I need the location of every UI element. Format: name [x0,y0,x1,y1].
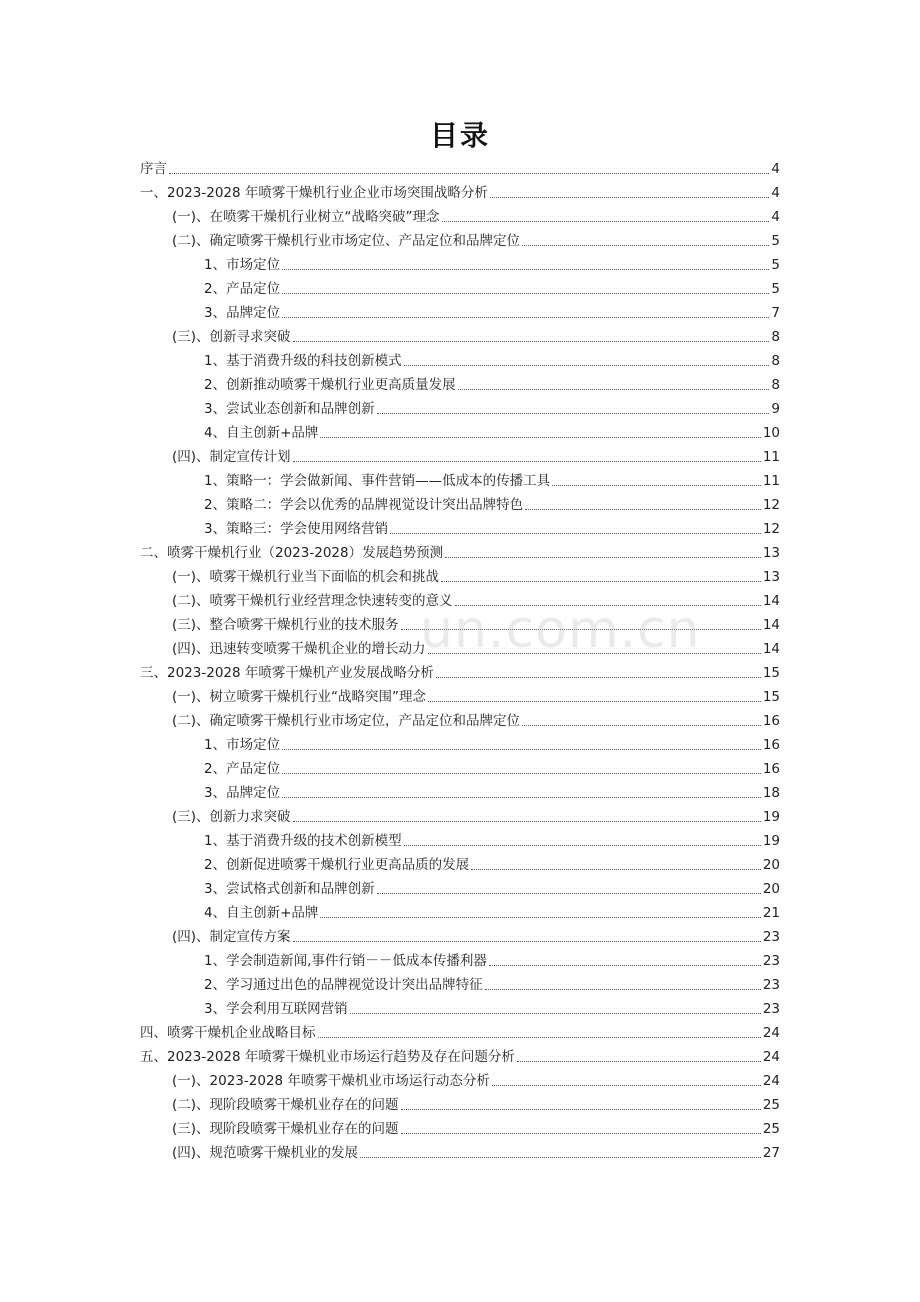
toc-entry-text: (四)、制定宣传计划 [172,449,291,465]
toc-entry[interactable] [140,541,780,565]
toc-entry[interactable] [140,325,780,349]
dot-leader [428,701,761,702]
table-of-contents [140,157,780,1165]
dot-leader [169,173,769,174]
toc-entry-page-number: 7 [771,305,780,321]
toc-entry-page-number: 23 [762,1001,780,1017]
toc-entry[interactable] [140,493,780,517]
toc-entry-page-number: 16 [762,737,780,753]
toc-entry-text: 1、市场定位 [204,257,281,273]
toc-entry[interactable] [140,661,780,685]
toc-entry[interactable] [140,469,780,493]
toc-entry-text: (四)、制定宣传方案 [172,929,291,945]
toc-entry[interactable] [140,157,780,181]
toc-title: 目录 [429,119,490,152]
toc-entry[interactable] [140,349,780,373]
toc-entry-page-number: 4 [771,161,780,177]
toc-entry-page-number: 27 [762,1145,780,1161]
toc-entry-text: (二)、喷雾干燥机行业经营理念快速转变的意义 [172,593,453,609]
dot-leader [282,797,761,798]
toc-entry-text: 2、产品定位 [204,281,281,297]
toc-entry-text: 4、自主创新+品牌 [204,905,319,921]
toc-entry-page-number: 23 [762,953,780,969]
toc-entry-text: 2、创新促进喷雾干燥机行业更高品质的发展 [204,857,470,873]
toc-entry-text: (一)、在喷雾干燥机行业树立“战略突破”理念 [172,209,440,225]
toc-entry[interactable] [140,229,780,253]
toc-entry-page-number: 8 [771,377,780,393]
dot-leader [522,725,761,726]
toc-entry-text: (二)、确定喷雾干燥机行业市场定位，产品定位和品牌定位 [172,713,521,729]
toc-entry[interactable] [140,1069,780,1093]
toc-entry[interactable] [140,421,780,445]
dot-leader [401,1109,761,1110]
toc-entry-text: 3、尝试格式创新和品牌创新 [204,881,375,897]
toc-entry-page-number: 10 [762,425,780,441]
toc-entry[interactable] [140,805,780,829]
toc-entry[interactable] [140,877,780,901]
toc-entry-page-number: 8 [771,329,780,345]
toc-entry-page-number: 24 [762,1049,780,1065]
toc-entry[interactable] [140,949,780,973]
watermark: un.com.cn [420,600,701,660]
dot-leader [404,365,770,366]
dot-leader [455,605,761,606]
toc-entry[interactable] [140,517,780,541]
toc-entry-text: 二、喷雾干燥机行业（2023-2028）发展趋势预测 [140,545,444,561]
toc-entry[interactable] [140,1117,780,1141]
toc-entry-text: 2、策略二：学会以优秀的品牌视觉设计突出品牌特色 [204,497,524,513]
toc-entry-text: 2、创新推动喷雾干燥机行业更高质量发展 [204,377,456,393]
toc-entry-page-number: 14 [762,641,780,657]
dot-leader [282,773,761,774]
toc-entry[interactable] [140,925,780,949]
toc-entry[interactable] [140,1021,780,1045]
toc-entry[interactable] [140,733,780,757]
toc-entry-text: (一)、喷雾干燥机行业当下面临的机会和挑战 [172,569,440,585]
toc-entry-text: 序言 [140,161,167,177]
dot-leader [390,533,761,534]
toc-entry[interactable] [140,301,780,325]
toc-entry[interactable] [140,901,780,925]
toc-entry-text: (二)、现阶段喷雾干燥机业存在的问题 [172,1097,399,1113]
toc-entry-page-number: 25 [762,1121,780,1137]
toc-entry-page-number: 16 [762,713,780,729]
toc-entry[interactable] [140,373,780,397]
toc-entry-text: 一、2023-2028 年喷雾干燥机行业企业市场突围战略分析 [140,185,488,201]
toc-entry-page-number: 12 [762,497,780,513]
toc-entry[interactable] [140,709,780,733]
toc-entry-page-number: 20 [762,881,780,897]
dot-leader [282,269,769,270]
toc-entry-text: (四)、迅速转变喷雾干燥机企业的增长动力 [172,641,426,657]
toc-entry-page-number: 18 [762,785,780,801]
dot-leader [377,413,770,414]
toc-entry-page-number: 8 [771,353,780,369]
toc-entry-page-number: 11 [762,449,780,465]
toc-entry-page-number: 13 [762,545,780,561]
toc-entry-page-number: 20 [762,857,780,873]
toc-entry-page-number: 4 [771,209,780,225]
toc-entry-page-number: 25 [762,1097,780,1113]
dot-leader [401,1133,761,1134]
toc-entry-text: (二)、确定喷雾干燥机行业市场定位、产品定位和品牌定位 [172,233,521,249]
toc-entry[interactable] [140,781,780,805]
toc-entry[interactable] [140,613,780,637]
toc-entry-text: 4、自主创新+品牌 [204,425,319,441]
toc-entry-page-number: 9 [771,401,780,417]
toc-entry-text: (一)、树立喷雾干燥机行业“战略突围”理念 [172,689,427,705]
toc-entry-page-number: 23 [762,929,780,945]
toc-entry-text: 1、学会制造新闻,事件行销－－低成本传播利器 [204,953,487,969]
toc-entry-text: 3、学会利用互联网营销 [204,1001,348,1017]
dot-leader [445,557,761,558]
toc-entry-text: (三)、创新寻求突破 [172,329,291,345]
dot-leader [282,317,769,318]
toc-entry-page-number: 15 [762,689,780,705]
toc-entry-text: (三)、创新力求突破 [172,809,291,825]
toc-entry-text: 三、2023-2028 年喷雾干燥机产业发展战略分析 [140,665,434,681]
toc-entry-text: (三)、现阶段喷雾干燥机业存在的问题 [172,1121,399,1137]
toc-entry-text: (三)、整合喷雾干燥机行业的技术服务 [172,617,399,633]
toc-entry[interactable] [140,253,780,277]
toc-entry-page-number: 11 [762,473,780,489]
dot-leader [350,1013,761,1014]
dot-leader [401,629,761,630]
dot-leader [492,1085,761,1086]
toc-entry-page-number: 5 [771,281,780,297]
toc-entry-text: 1、基于消费升级的科技创新模式 [204,353,402,369]
dot-leader [522,245,769,246]
toc-entry-page-number: 4 [771,185,780,201]
toc-entry-page-number: 5 [771,257,780,273]
toc-entry-text: 1、策略一：学会做新闻、事件营销——低成本的传播工具 [204,473,551,489]
toc-entry-page-number: 16 [762,761,780,777]
toc-entry[interactable] [140,205,780,229]
toc-entry[interactable] [140,397,780,421]
dot-leader [485,989,761,990]
dot-leader [293,461,761,462]
toc-entry[interactable] [140,445,780,469]
dot-leader [458,389,770,390]
dot-leader [320,917,760,918]
toc-entry[interactable] [140,757,780,781]
dot-leader [318,1037,761,1038]
dot-leader [282,749,761,750]
dot-leader [428,653,761,654]
toc-entry-text: 3、品牌定位 [204,785,281,801]
toc-entry-page-number: 14 [762,617,780,633]
toc-entry-page-number: 5 [771,233,780,249]
toc-entry-text: 1、市场定位 [204,737,281,753]
toc-entry[interactable] [140,565,780,589]
dot-leader [441,581,761,582]
toc-entry[interactable] [140,685,780,709]
toc-entry-text: (一)、2023-2028 年喷雾干燥机业市场运行动态分析 [172,1073,490,1089]
toc-entry[interactable] [140,973,780,997]
toc-entry[interactable] [140,1045,780,1069]
toc-entry-page-number: 13 [762,569,780,585]
dot-leader [471,869,761,870]
toc-entry-text: 3、品牌定位 [204,305,281,321]
dot-leader [293,941,761,942]
toc-entry[interactable] [140,997,780,1021]
toc-entry-page-number: 24 [762,1073,780,1089]
dot-leader [282,293,769,294]
toc-entry-page-number: 24 [762,1025,780,1041]
toc-entry-page-number: 14 [762,593,780,609]
toc-entry-page-number: 15 [762,665,780,681]
dot-leader [360,1157,761,1158]
toc-entry[interactable] [140,829,780,853]
toc-entry-text: 3、策略三：学会使用网络营销 [204,521,389,537]
toc-entry[interactable] [140,853,780,877]
toc-entry-text: 1、基于消费升级的技术创新模型 [204,833,402,849]
toc-entry-page-number: 12 [762,521,780,537]
toc-entry-text: 3、尝试业态创新和品牌创新 [204,401,375,417]
dot-leader [490,197,770,198]
dot-leader [489,965,761,966]
toc-entry-page-number: 19 [762,809,780,825]
toc-entry-text: 2、学习通过出色的品牌视觉设计突出品牌特征 [204,977,483,993]
toc-entry[interactable] [140,181,780,205]
toc-entry-page-number: 21 [762,905,780,921]
dot-leader [293,821,761,822]
toc-entry[interactable] [140,1141,780,1165]
dot-leader [525,509,761,510]
dot-leader [552,485,761,486]
toc-entry-page-number: 23 [762,977,780,993]
dot-leader [404,845,761,846]
toc-entry[interactable] [140,589,780,613]
toc-entry[interactable] [140,637,780,661]
toc-entry-text: (四)、规范喷雾干燥机业的发展 [172,1145,359,1161]
toc-entry-text: 五、2023-2028 年喷雾干燥机业市场运行趋势及存在问题分析 [140,1049,515,1065]
dot-leader [436,677,761,678]
dot-leader [320,437,760,438]
toc-entry-text: 2、产品定位 [204,761,281,777]
dot-leader [442,221,770,222]
toc-entry[interactable] [140,1093,780,1117]
toc-entry-page-number: 19 [762,833,780,849]
toc-entry[interactable] [140,277,780,301]
dot-leader [293,341,770,342]
dot-leader [377,893,761,894]
toc-entry-text: 四、喷雾干燥机企业战略目标 [140,1025,316,1041]
dot-leader [517,1061,761,1062]
